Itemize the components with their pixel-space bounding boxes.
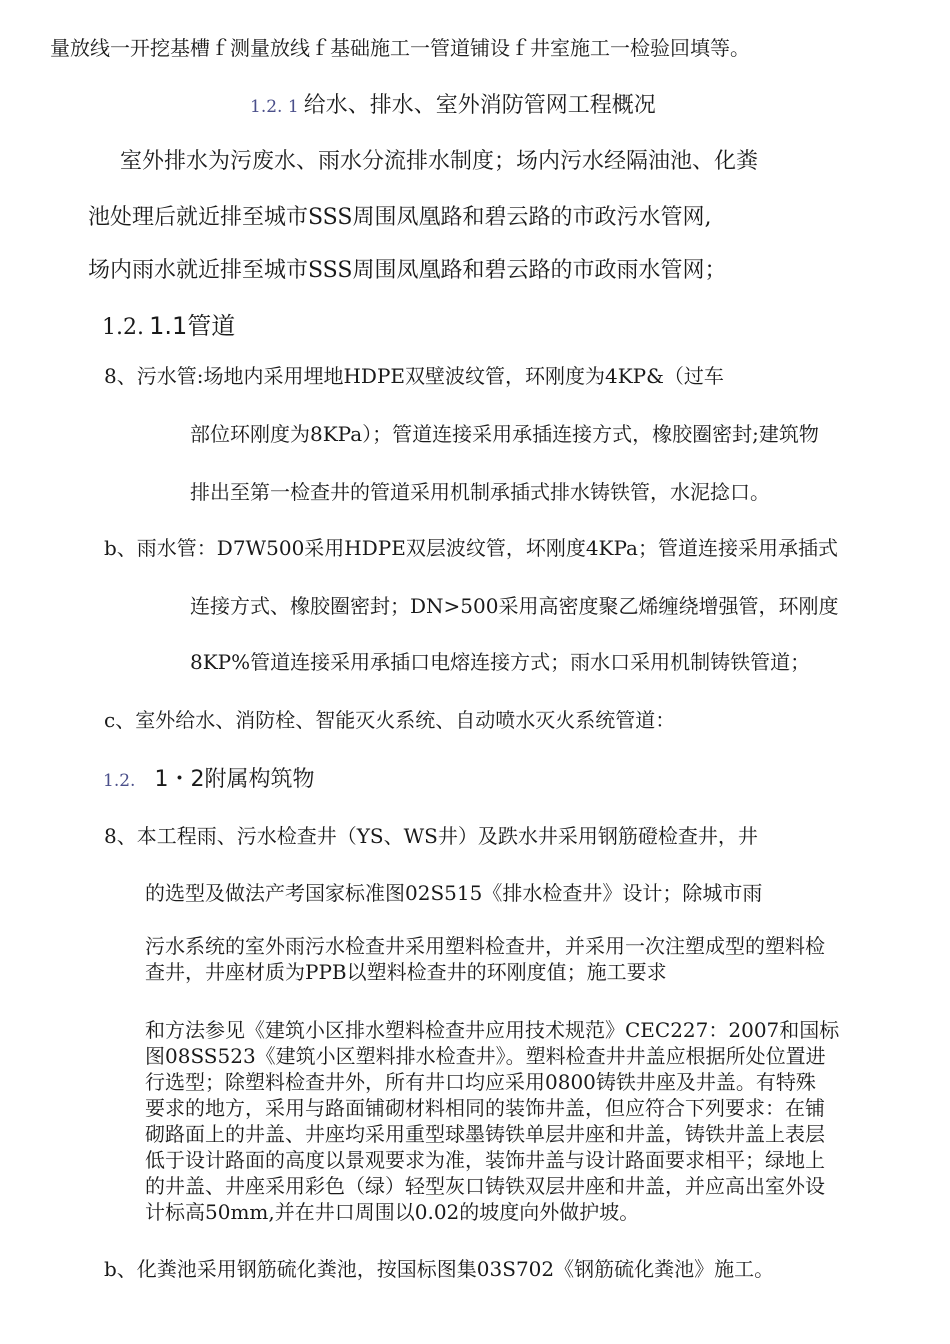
septic-tank-line: b、化粪池采用钢筋硫化粪池，按国标图集03S702《钢筋硫化粪池》施工。 xyxy=(104,1257,775,1281)
intro-line: 量放线一开挖基槽ｆ测量放线ｆ基础施工一管道铺设ｆ井室施工一检验回填等。 xyxy=(50,36,750,60)
plastic-well-paragraph xyxy=(145,933,825,985)
section-number: 1.2. xyxy=(102,315,144,340)
sewage-pipe-line-2: 部位环刚度为8KPa）；管道连接采用承插连接方式，橡胶圈密封;建筑物 xyxy=(190,422,819,446)
paragraph-line: 污水系统的室外雨污水检查井采用塑料检查井，并采用一次注塑成型的塑料检 xyxy=(145,934,825,958)
paragraph-line: 行选型；除塑料检查井外，所有井口均应采用0800铸铁井座及井盖。有特殊 xyxy=(145,1070,816,1094)
paragraph-line: 计标高50mm,并在井口周围以0.02的坡度向外做护坡。 xyxy=(145,1200,640,1224)
overview-line-3: 场内雨水就近排至城市SSS周围凤凰路和碧云路的市政雨水管网； xyxy=(88,258,727,283)
sewage-pipe-line-3: 排出至第一检查井的管道采用机制承插式排水铸铁管，水泥捻口。 xyxy=(190,480,770,504)
paragraph-line: 要求的地方，采用与路面铺砌材料相同的装饰井盖，但应符合下列要求：在铺 xyxy=(145,1096,825,1120)
section-heading-structures xyxy=(103,762,315,793)
paragraph-line: 和方法参见《建筑小区排水塑料检查井应用技术规范》CEC227：2007和国标 xyxy=(145,1018,840,1042)
inspection-well-line-1: 8、本工程雨、污水检查井（YS、WS井）及跌水井采用钢筋磴检查井，井 xyxy=(104,824,758,848)
section-title: 1.1管道 xyxy=(149,312,236,340)
section-number: 1.2. xyxy=(103,771,136,791)
overview-line-1: 室外排水为污废水、雨水分流排水制度；场内污水经隔油池、化粪 xyxy=(120,149,759,174)
section-number: 1.2. 1 xyxy=(250,97,299,117)
section-heading-1-2-1 xyxy=(250,88,656,119)
paragraph-line: 低于设计路面的高度以景观要求为准，装饰井盖与设计路面要求相平；绿地上 xyxy=(145,1148,825,1172)
paragraph-line: 图08SS523《建筑小区塑料排水检查井》。塑料检查井井盖应根据所处位置进 xyxy=(145,1044,826,1068)
rain-pipe-line-2: 连接方式、橡胶圈密封；DN>500采用高密度聚乙烯缠绕增强管，环刚度 xyxy=(190,594,839,618)
section-title: 1・2附属构筑物 xyxy=(154,767,315,792)
sewage-pipe-line-1: 8、污水管:场地内采用埋地HDPE双壁波纹管，环刚度为4KP&（过车 xyxy=(104,364,724,388)
paragraph-line: 查井，井座材质为PPB以塑料检查井的环刚度值；施工要求 xyxy=(145,960,667,984)
section-title: 给水、排水、室外消防管网工程概况 xyxy=(303,93,656,118)
overview-line-2: 池处理后就近排至城市SSS周围凤凰路和碧云路的市政污水管网, xyxy=(88,205,712,230)
rain-pipe-line-3: 8KP%管道连接采用承插口电熔连接方式；雨水口采用机制铸铁管道； xyxy=(190,650,811,674)
rain-pipe-line-1: b、雨水管：D7W500采用HDPE双层波纹管，坏刚度4KPa；管道连接采用承插式 xyxy=(104,536,838,560)
paragraph-line: 的井盖、井座采用彩色（绿）轻型灰口铸铁双层井座和井盖，并应高出室外设 xyxy=(145,1174,825,1198)
water-supply-line: c、室外给水、消防栓、智能灭火系统、自动喷水灭火系统管道： xyxy=(104,708,676,732)
inspection-well-line-2: 的选型及做法产考国家标准图02S515《排水检查井》设计；除城市雨 xyxy=(145,881,763,905)
paragraph-line: 砌路面上的井盖、井座均采用重型球墨铸铁单层井座和井盖，铸铁井盖上表层 xyxy=(145,1122,825,1146)
section-heading-pipes xyxy=(102,306,235,341)
well-cover-paragraph xyxy=(145,1017,839,1225)
